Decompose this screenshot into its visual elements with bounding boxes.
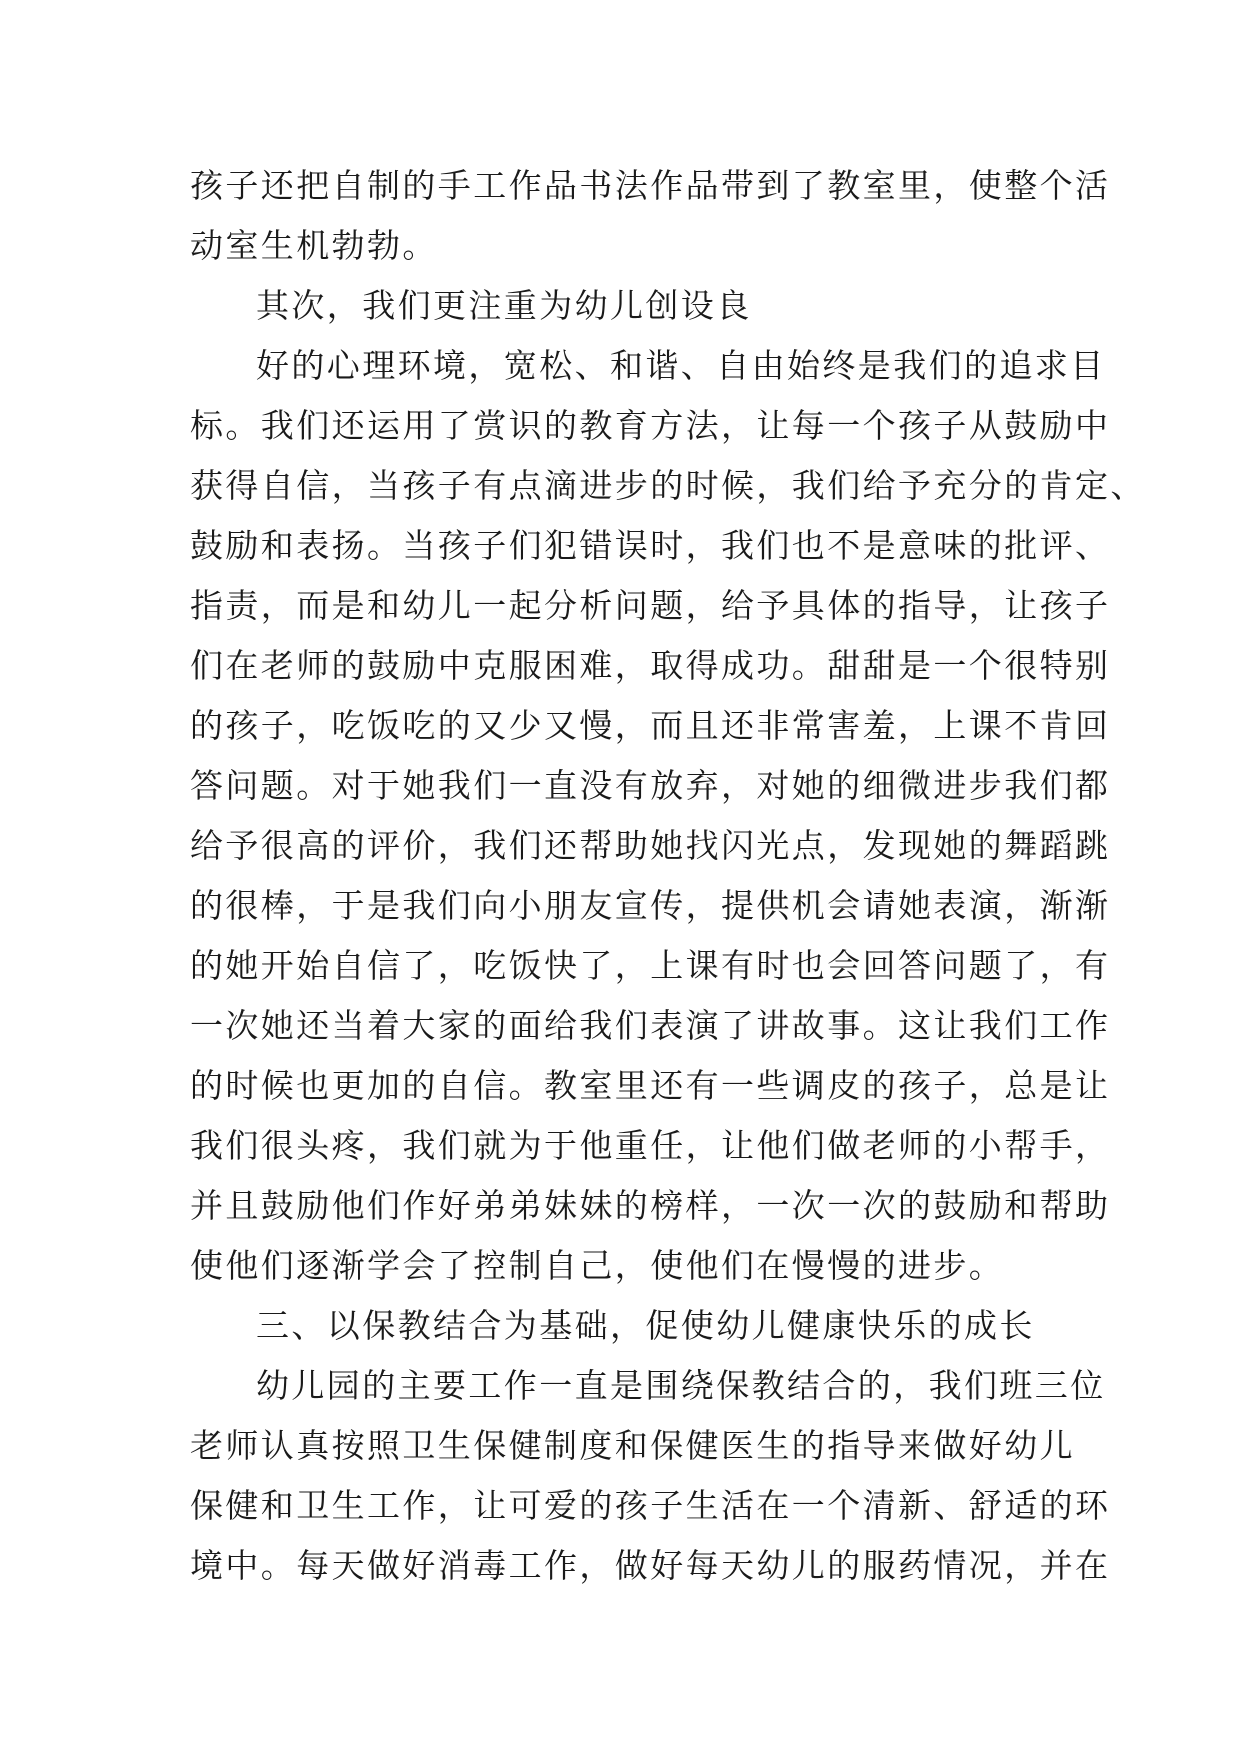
text-line-15: 一次她还当着大家的面给我们表演了讲故事。这让我们工作	[190, 1006, 1111, 1045]
text-line-5: 标。我们还运用了赏识的教育方法，让每一个孩子从鼓励中	[190, 406, 1111, 445]
text-line-6: 获得自信，当孩子有点滴进步的时候，我们给予充分的肯定、	[190, 466, 1146, 505]
text-line-18: 并且鼓励他们作好弟弟妹妹的榜样，一次一次的鼓励和帮助	[190, 1186, 1111, 1225]
text-line-13: 的很棒，于是我们向小朋友宣传，提供机会请她表演，渐渐	[190, 886, 1111, 925]
text-line-2: 动室生机勃勃。	[190, 226, 438, 265]
section-heading: 三、以保教结合为基础，促使幼儿健康快乐的成长	[256, 1306, 1035, 1345]
text-line-8: 指责，而是和幼儿一起分析问题，给予具体的指导，让孩子	[190, 586, 1111, 625]
text-line-16: 的时候也更加的自信。教室里还有一些调皮的孩子，总是让	[190, 1066, 1111, 1105]
paragraph-start-line: 其次，我们更注重为幼儿创设良	[256, 286, 752, 325]
text-line-11: 答问题。对于她我们一直没有放弃，对她的细微进步我们都	[190, 766, 1111, 805]
paragraph-start-line: 幼儿园的主要工作一直是围绕保教结合的，我们班三位	[256, 1366, 1106, 1405]
text-line-7: 鼓励和表扬。当孩子们犯错误时，我们也不是意味的批评、	[190, 526, 1111, 565]
text-line-10: 的孩子，吃饭吃的又少又慢，而且还非常害羞，上课不肯回	[190, 706, 1111, 745]
text-line-12: 给予很高的评价，我们还帮助她找闪光点，发现她的舞蹈跳	[190, 826, 1111, 865]
text-line-17: 我们很头疼，我们就为于他重任，让他们做老师的小帮手，	[190, 1126, 1111, 1165]
paragraph-start-line: 好的心理环境，宽松、和谐、自由始终是我们的追求目	[256, 346, 1106, 385]
text-line-9: 们在老师的鼓励中克服困难，取得成功。甜甜是一个很特别	[190, 646, 1111, 685]
text-line-23: 保健和卫生工作，让可爱的孩子生活在一个清新、舒适的环	[190, 1486, 1111, 1525]
text-line-24: 境中。每天做好消毒工作，做好每天幼儿的服药情况，并在	[190, 1546, 1111, 1585]
text-line-19: 使他们逐渐学会了控制自己，使他们在慢慢的进步。	[190, 1246, 1005, 1285]
text-line-14: 的她开始自信了，吃饭快了，上课有时也会回答问题了，有	[190, 946, 1111, 985]
text-line-22: 老师认真按照卫生保健制度和保健医生的指导来做好幼儿	[190, 1426, 1075, 1465]
text-line-1: 孩子还把自制的手工作品书法作品带到了教室里，使整个活	[190, 166, 1111, 205]
